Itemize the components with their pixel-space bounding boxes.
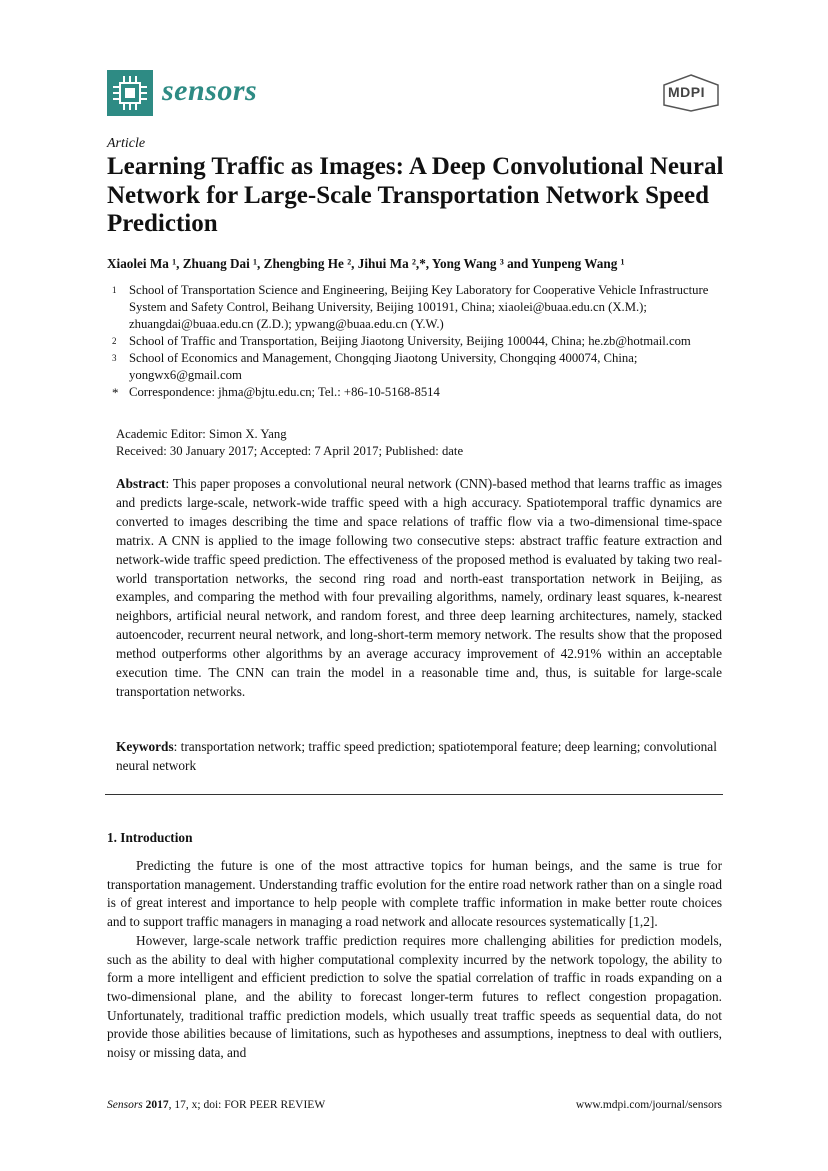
affiliation-item — [112, 384, 724, 401]
abstract-label: Abstract — [116, 476, 166, 491]
affiliation-text: Correspondence: jhma@bjtu.edu.cn; Tel.: +86-10-5168-8514 — [129, 385, 440, 399]
body-paragraph: However, large-scale network traffic prediction requires more challenging abilities for prediction models, such as the ability to deal with higher computational complexity incurred by the network topology, the ability to form a more intelligent and efficient prediction to solve the spatial correlation of traffic in roads expanding on a two-dimensional plane, and the ability to forecast longer-term futures to reflect congestion propagation. Unfortunately, traditional traffic prediction models, which usually treat traffic speeds as sequential data, do not provide those abilities because of limitations, such as hypotheses and assumptions, ineptness to deal with outliers, noisy or missing data, and — [107, 932, 722, 1061]
footer-journal: Sensors — [107, 1099, 143, 1111]
affiliation-mark: * — [112, 385, 119, 400]
keywords-label: Keywords — [116, 739, 174, 754]
abstract-text: : This paper proposes a convolutional neural network (CNN)-based method that learns traffic as images and predicts large-scale, network-wide traffic speed with a high accuracy. Spatiotemporal traffic dynamics are converted to images describing the time and space relations of traffic flow via a two-dimensional time-space matrix. A CNN is applied to the image following two consecutive steps: abstract traffic feature extraction and network-wide traffic speed prediction. The effectiveness of the proposed method is evaluated by taking two real-world transportation networks, the second ring road and north-east transportation network in Beijing, as examples, and comparing the method with four prevailing algorithms, namely, ordinary least squares, k-nearest neighbors, artificial neural network, and random forest, and three deep learning architectures, namely, stacked autoencoder, recurrent neural network, and long-short-term memory network. The results show that the proposed method outperforms other algorithms by an average accuracy improvement of 42.91% within an acceptable execution time. The CNN can train the model in a reasonable time and, thus, is suitable for large-scale transportation networks. — [116, 476, 722, 699]
abstract — [116, 475, 722, 702]
section-body — [107, 857, 722, 1063]
section-heading: 1. Introduction — [107, 830, 193, 845]
divider — [105, 794, 723, 795]
footer-rest: , 17, x; doi: FOR PEER REVIEW — [168, 1099, 326, 1111]
affiliation-list — [112, 282, 724, 401]
keywords-text: : transportation network; traffic speed prediction; spatiotemporal feature; deep learning; convolutional neural network — [116, 739, 717, 773]
academic-editor: Academic Editor: Simon X. Yang — [116, 427, 287, 441]
affiliation-text: School of Economics and Management, Chongqing Jiaotong University, Chongqing 400074, China; yongwx6@gmail.com — [129, 351, 638, 382]
journal-logo — [107, 70, 153, 116]
publication-dates: Received: 30 January 2017; Accepted: 7 April 2017; Published: date — [116, 444, 464, 458]
affiliation-mark: 3 — [112, 353, 117, 363]
author-list: Xiaolei Ma ¹, Zhuang Dai ¹, Zhengbing He ², Jihui Ma ²,*, Yong Wang ³ and Yunpeng Wang ¹ — [107, 256, 625, 271]
sensor-chip-icon — [107, 70, 153, 116]
affiliation-text: School of Transportation Science and Engineering, Beijing Key Laboratory for Cooperative Vehicle Infrastructure System and Safety Control, Beihang University, Beijing 100191, China; xiaolei@buaa.edu.cn (X.M.); zhuangdai@buaa.edu.cn (Z.D.); ypwang@buaa.edu.cn (Y.W.) — [129, 283, 709, 331]
article-meta — [116, 426, 463, 460]
paper-title: Learning Traffic as Images: A Deep Convolutional Neural Network for Large-Scale Transportation Network Speed Prediction — [107, 153, 724, 237]
keywords — [116, 738, 722, 776]
affiliation-text: School of Traffic and Transportation, Beijing Jiaotong University, Beijing 100044, China; he.zb@hotmail.com — [129, 334, 691, 348]
body-paragraph: Predicting the future is one of the most attractive topics for human beings, and the same is true for transportation management. Understanding traffic evolution for the entire road network rather than on a single road is of great interest and importance to help people with complete traffic information in make better route choices and to support traffic managers in managing a road network and allocate resources systematically [1,2]. — [107, 858, 722, 930]
article-type: Article — [107, 136, 146, 151]
affiliation-item — [112, 282, 724, 333]
mdpi-logo-icon — [660, 73, 722, 113]
footer-year: 2017 — [145, 1099, 169, 1111]
affiliation-item — [112, 333, 724, 350]
journal-name: sensors — [162, 74, 258, 107]
affiliation-item — [112, 350, 724, 384]
footer-url[interactable]: www.mdpi.com/journal/sensors — [575, 1099, 722, 1111]
affiliation-mark: 1 — [112, 285, 117, 295]
footer-citation — [107, 1099, 325, 1111]
affiliation-mark: 2 — [112, 336, 117, 346]
publisher-name: MDPI — [668, 84, 705, 100]
